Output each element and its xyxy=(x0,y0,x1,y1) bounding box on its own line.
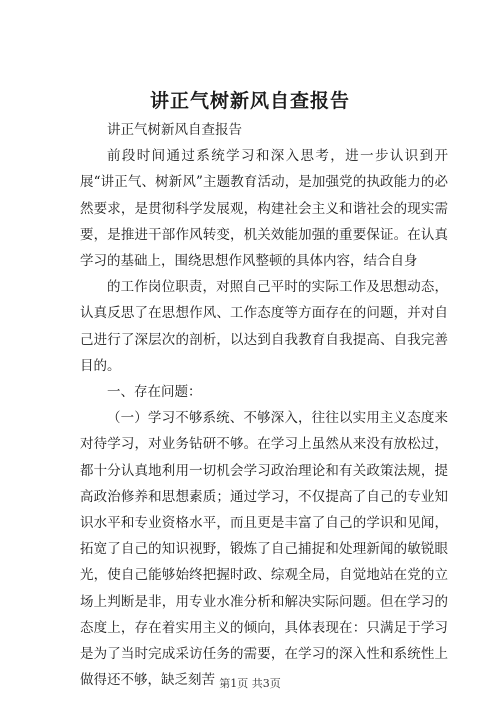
body-paragraph: 的工作岗位职责，对照自己平时的实际工作及思想动态，认真反思了在思想作风、工作态度等方面存在的问题，并对自己进行了深层次的剖析，以达到自我教育自我提高、自我完善目的。 xyxy=(80,279,448,374)
subtitle-paragraph: 讲正气树新风自查报告 xyxy=(107,122,242,138)
body-paragraph: （一）学习不够系统、不够深入，往往以实用主义态度来对待学习，对业务钻研不够。在学习上虽然从来没有放松过，都十分认真地利用一切机会学习政治理论和有关政策法规，提高政治修养和思想素质；通过学习，不仅提高了自己的专业知识水平和专业资格水平，而且更是丰富了自己的学识和见闻，拓宽了自己的知识视野，锻炼了自己捕捉和处理新闻的敏锐眼光，使自己能够始终把握时政、综观全局，自觉地站在党的立场上判断是非，用专业水准分析和解决实际问题。但在学习的态度上，存在着实用主义的倾向，具体表现在：只满足于学习是为了当时完成采访任务的需要，在学习的深入性和系统性上做得还不够，缺乏刻苦 xyxy=(80,410,448,689)
page-number-footer: 第1页 共3页 xyxy=(219,677,281,690)
document-body xyxy=(80,117,448,693)
document-title: 讲正气树新风自查报告 xyxy=(149,90,350,112)
body-paragraph: 前段时间通过系统学习和深入思考，进一步认识到开展“讲正气、树新风”主题教育活动，是加强党的执政能力的必然要求，是贯彻科学发展观，构建社会主义和谐社会的现实需要，是推进干部作风转变，机关效能加强的重要保证。在认真学习的基础上，围绕思想作风整顿的具体内容，结合自身 xyxy=(80,148,448,270)
section-heading: 一、存在问题： xyxy=(107,384,202,401)
